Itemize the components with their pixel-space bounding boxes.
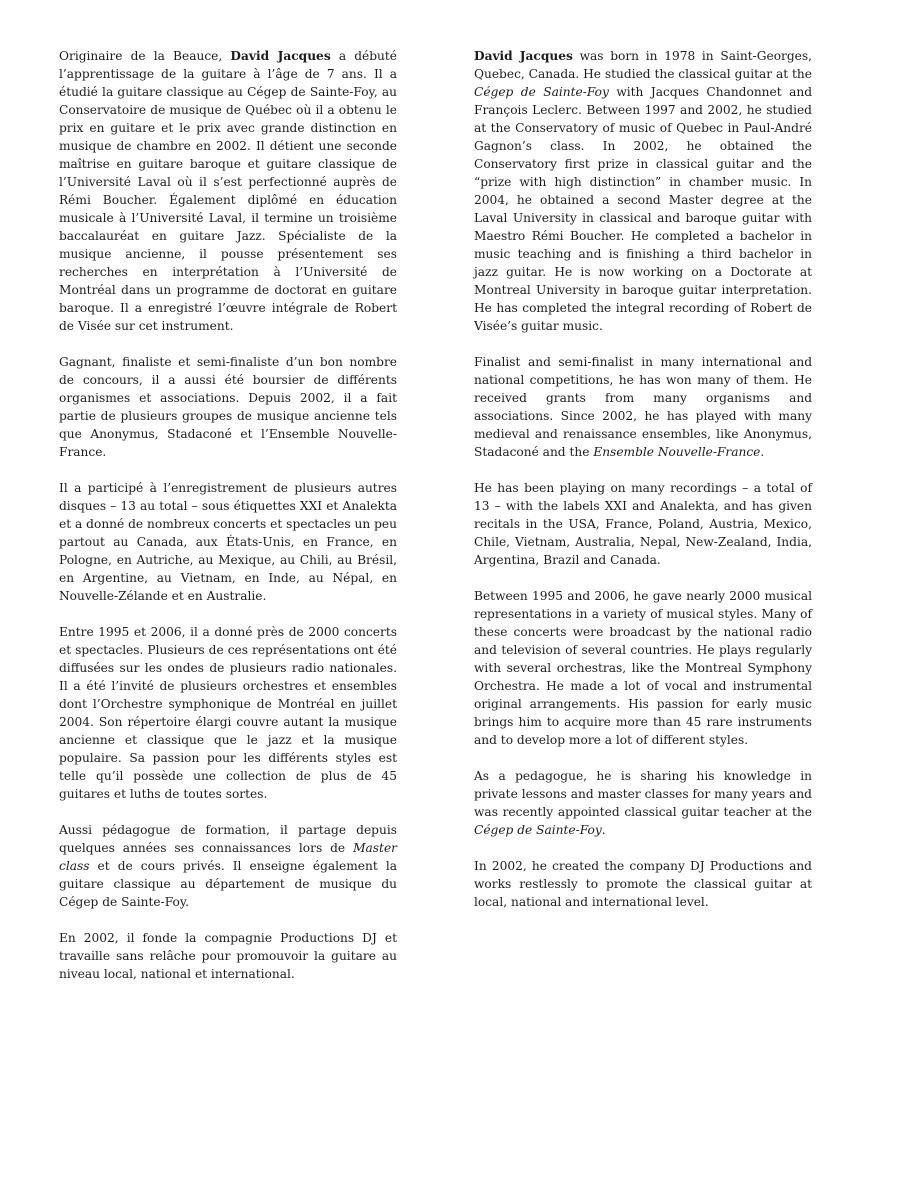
- en-paragraph-6: In 2002, he created the company DJ Productions and works restlessly to promote the classical guitar at local, national and international level.: [474, 859, 812, 909]
- en-paragraph-4: Between 1995 and 2006, he gave nearly 2000 musical representations in a variety of musical styles. Many of these concerts were broadcast by the national radio and television of several countries. He plays regularly with several orchestras, like the Montreal Symphony Orchestra. He made a lot of vocal and instrumental original arrangements. His passion for early music brings him to acquire more than 45 rare instruments and to develop more a lot of different styles.: [474, 589, 812, 747]
- fr-paragraph-1: [59, 47, 397, 335]
- fr-p1-text-b: a débuté l’apprentissage de la guitare à l’âge de 7 ans. Il a étudié la guitare classique au Cégep de Sainte-Foy, au Conservatoire de musique de Québec où il a obtenu le prix en guitare et le prix avec grande distinction en musique de chambre en 2002. Il détient une seconde maîtrise en guitare baroque et guitare classique de l’Université Laval où il s’est perfectionné auprès de Rémi Boucher. Également diplômé en éducation musicale à l’Université Laval, il termine un troisième baccalauréat en guitare Jazz. Spécialiste de la musique ancienne, il pousse présentement ses recherches en interprétation à l’Université de Montréal dans un programme de doctorat en guitare baroque. Il a enregistré l’œuvre intégrale de Robert de Visée sur cet instrument.: [59, 49, 397, 333]
- en-p1-text-b: with Jacques Chandonnet and François Leclerc. Between 1997 and 2002, he studied at the Conservatory of music of Quebec in Paul-André Gagnon’s class. In 2002, he obtained the Conservatory first prize in classical guitar and the “prize with high distinction” in chamber music. In 2004, he obtained a second Master degree at the Laval University in classical and baroque guitar with Maestro Rémi Boucher. He completed a bachelor in music teaching and is finishing a third bachelor in jazz guitar. He is now working on a Doctorate at Montreal University in baroque guitar interpretation. He has completed the integral recording of Robert de Visée’s guitar music.: [474, 85, 813, 333]
- fr-paragraph-5: [59, 821, 397, 911]
- fr-master-class-italic: Master class: [59, 841, 397, 873]
- en-cegep-italic: Cégep de Sainte-Foy: [474, 85, 609, 99]
- en-ensemble-italic: Ensemble Nouvelle-France: [593, 445, 761, 459]
- en-paragraph-3: He has been playing on many recordings – a total of 13 – with the labels XXI and Analekta, and has given recitals in the USA, France, Poland, Austria, Mexico, Chile, Vietnam, Australia, Nepal, New-Zealand, India, Argentina, Brazil and Canada.: [474, 481, 812, 567]
- en-paragraph-2: [474, 353, 812, 461]
- fr-artist-name: David Jacques: [230, 49, 331, 63]
- french-biography-column: [59, 47, 397, 1001]
- english-biography-column: [474, 47, 812, 929]
- en-cegep-italic-2: Cégep de Sainte-Foy: [474, 823, 602, 837]
- fr-p5-text-a: Aussi pédagogue de formation, il partage depuis quelques années ses connaissances lors de: [59, 823, 397, 855]
- en-p5-text-a: As a pedagogue, he is sharing his knowledge in private lessons and master classes for many years and was recently appointed classical guitar teacher at the: [474, 769, 812, 819]
- en-p1-text-a: was born in 1978 in Saint-Georges, Quebec, Canada. He studied the classical guitar at the: [474, 49, 812, 81]
- fr-p1-text-a: Originaire de la Beauce,: [59, 49, 231, 63]
- fr-paragraph-3: Il a participé à l’enregistrement de plusieurs autres disques – 13 au total – sous étiquettes XXI et Analekta et a donné de nombreux concerts et spectacles un peu partout au Canada, aux États-Unis, en France, en Pologne, en Autriche, au Mexique, au Chili, au Brésil, en Argentine, au Vietnam, en Inde, au Népal, en Nouvelle-Zélande et en Australie.: [59, 481, 397, 603]
- en-p5-text-b: .: [601, 823, 606, 837]
- en-paragraph-1: [474, 47, 812, 335]
- en-p2-text-b: .: [760, 445, 765, 459]
- fr-paragraph-6: En 2002, il fonde la compagnie Productions DJ et travaille sans relâche pour promouvoir la guitare au niveau local, national et international.: [59, 931, 397, 981]
- en-p2-text-a: Finalist and semi-finalist in many international and national competitions, he has won many of them. He received grants from many organisms and associations. Since 2002, he has played with many medieval and renaissance ensembles, like Anonymus, Stadaconé and the: [474, 355, 812, 459]
- en-artist-name: David Jacques: [474, 49, 573, 63]
- fr-paragraph-4: Entre 1995 et 2006, il a donné près de 2000 concerts et spectacles. Plusieurs de ces représentations ont été diffusées sur les ondes de plusieurs radio nationales. Il a été l’invité de plusieurs orchestres et ensembles dont l’Orchestre symphonique de Montréal en juillet 2004. Son répertoire élargi couvre autant la musique ancienne et classique que le jazz et la musique populaire. Sa passion pour les différents styles est telle qu’il possède une collection de plus de 45 guitares et luths de toutes sortes.: [59, 625, 397, 801]
- fr-p5-text-b: et de cours privés. Il enseigne également la guitare classique au département de musique du Cégep de Sainte-Foy.: [59, 859, 397, 909]
- fr-paragraph-2: Gagnant, finaliste et semi-finaliste d’un bon nombre de concours, il a aussi été boursier de différents organismes et associations. Depuis 2002, il a fait partie de plusieurs groupes de musique ancienne tels que Anonymus, Stadaconé et l’Ensemble Nouvelle-France.: [59, 355, 397, 459]
- en-paragraph-5: [474, 767, 812, 839]
